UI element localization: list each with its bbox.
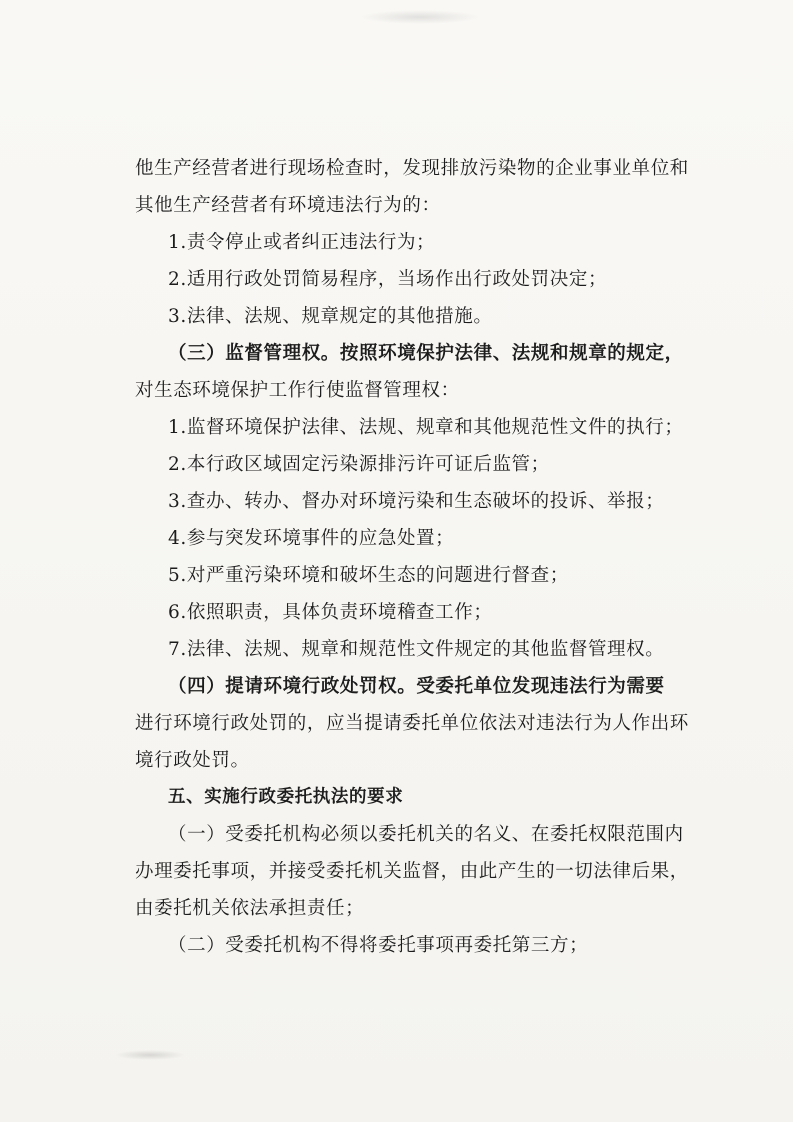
list-item: 3.查办、转办、督办对环境污染和生态破坏的投诉、举报； (168, 491, 665, 512)
list-item: 2.本行政区域固定污染源排污许可证后监管； (168, 454, 550, 475)
list-item: 1.监督环境保护法律、法规、规章和其他规范性文件的执行； (168, 417, 684, 438)
text-line: 对生态环境保护工作行使监督管理权： (135, 380, 460, 401)
document-body (0, 150, 793, 964)
section-paragraph: （四）提请环境行政处罚权。受委托单位发现违法行为需要 (168, 676, 665, 697)
text-line: （二）受委托机构不得将委托事项再委托第三方； (168, 935, 589, 956)
text-line: 办理委托事项，并接受委托机关监督，由此产生的一切法律后果， (135, 861, 689, 882)
text-line: 境行政处罚。 (135, 750, 250, 771)
list-item: 4.参与突发环境事件的应急处置； (168, 528, 455, 549)
list-item: 6.依照职责，具体负责环境稽查工作； (168, 602, 493, 623)
list-item: 1.责令停止或者纠正违法行为； (168, 232, 436, 253)
text-line: 进行环境行政处罚的，应当提请委托单位依法对违法行为人作出环 (135, 713, 689, 734)
list-item: 2.适用行政处罚简易程序，当场作出行政处罚决定； (168, 269, 608, 290)
scan-smudge-bottom (115, 1050, 185, 1060)
list-item: 5.对严重污染环境和破坏生态的问题进行督查； (168, 565, 569, 586)
section-heading: 五、实施行政委托执法的要求 (168, 787, 404, 807)
scan-smudge-top (360, 10, 480, 24)
section-paragraph: （三）监督管理权。按照环境保护法律、法规和规章的规定， (168, 343, 684, 364)
list-item: 7.法律、法规、规章和规范性文件规定的其他监督管理权。 (168, 639, 665, 660)
text-line: 他生产经营者进行现场检查时，发现排放污染物的企业事业单位和 (135, 158, 689, 179)
text-line: 由委托机关依法承担责任； (135, 898, 365, 919)
text-line: （一）受委托机构必须以委托机关的名义、在委托权限范围内 (168, 824, 684, 845)
text-line: 其他生产经营者有环境违法行为的： (135, 195, 441, 216)
list-item: 3.法律、法规、规章规定的其他措施。 (168, 306, 493, 327)
